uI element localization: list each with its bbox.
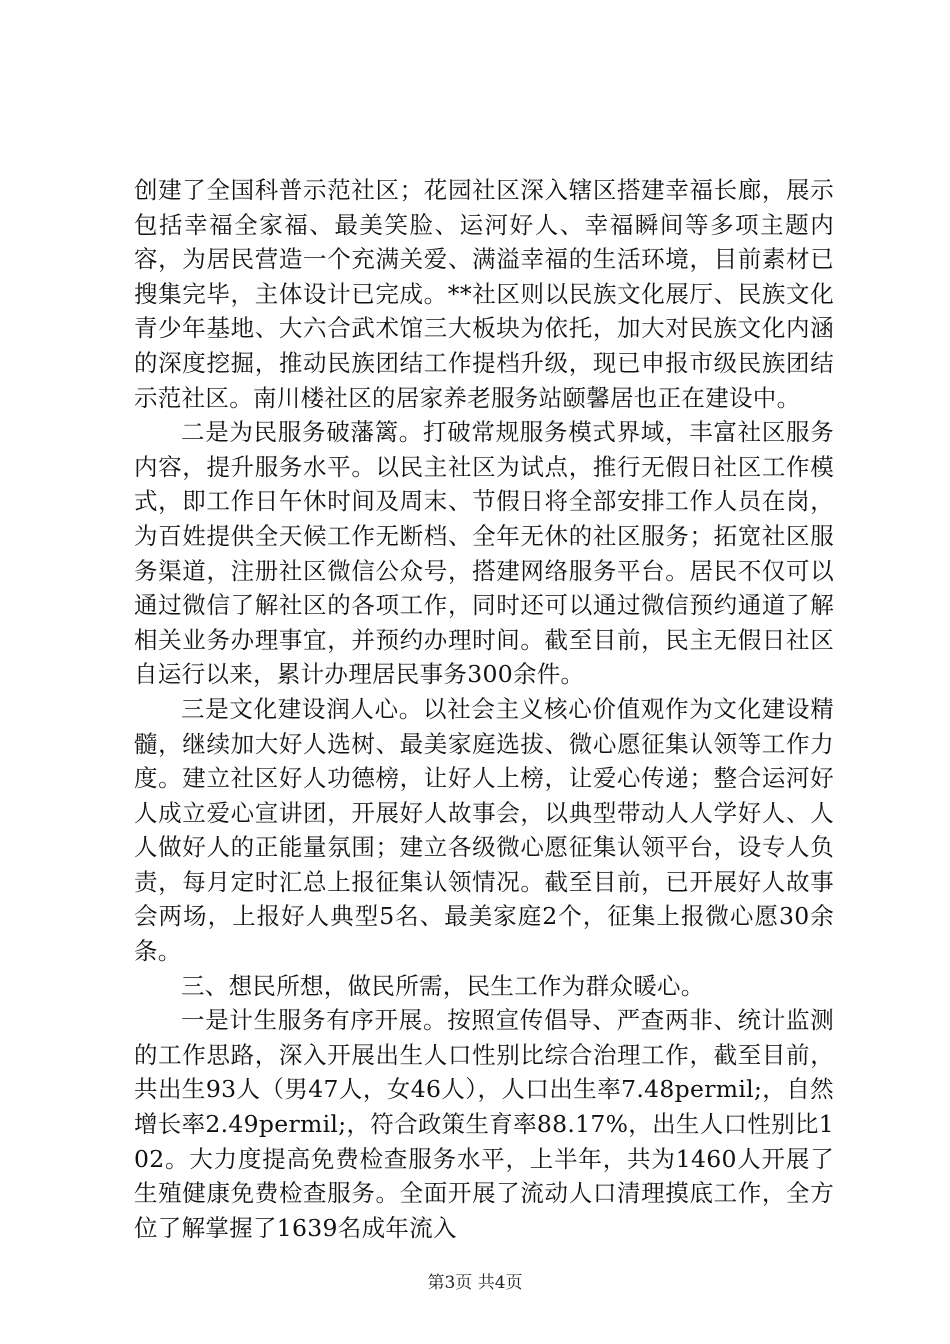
section-heading: 三、想民所想，做民所需，民生工作为群众暖心。 — [181, 971, 705, 1000]
page-number: 第3页 — [427, 1273, 473, 1293]
paragraph-5: 一是计生服务有序开展。按照宣传倡导、严查两非、统计监测的工作思路，深入开展出生人口性别比综合治理工作，截至目前，共出生93人（男47人，女46人），人口出生率7.48permil;，自然增长率2.49permil;，符合政策生育率88.17%，出生人口性别比102。大力度提高免费检查服务水平，上半年，共为1460人开展了生殖健康免费检查服务。全面开展了流动人口清理摸底工作，全方位了解掌握了1639名成年流入 — [134, 1006, 834, 1242]
document-body — [134, 173, 834, 1245]
paragraph-2: 二是为民服务破藩篱。打破常规服务模式界域，丰富社区服务内容，提升服务水平。以民主社区为试点，推行无假日社区工作模式，即工作日午休时间及周末、节假日将全部安排工作人员在岗，为百姓提供全天候工作无断档、全年无休的社区服务；拓宽社区服务渠道，注册社区微信公众号，搭建网络服务平台。居民不仅可以通过微信了解社区的各项工作，同时还可以通过微信预约通道了解相关业务办理事宜，并预约办理时间。截至目前，民主无假日社区自运行以来，累计办理居民事务300余件。 — [134, 418, 834, 689]
paragraph-1: 创建了全国科普示范社区；花园社区深入辖区搭建幸福长廊，展示包括幸福全家福、最美笑脸、运河好人、幸福瞬间等多项主题内容，为居民营造一个充满关爱、满溢幸福的生活环境，目前素材已搜集完毕，主体设计已完成。**社区则以民族文化展厅、民族文化青少年基地、大六合武术馆三大板块为依托，加大对民族文化内涵的深度挖掘，推动民族团结工作提档升级，现已申报市级民族团结示范社区。南川楼社区的居家养老服务站颐馨居也正在建设中。 — [134, 176, 834, 412]
page-total: 共4页 — [477, 1273, 523, 1293]
paragraph-3: 三是文化建设润人心。以社会主义核心价值观作为文化建设精髓，继续加大好人选树、最美家庭选拔、微心愿征集认领等工作力度。建立社区好人功德榜，让好人上榜，让爱心传递；整合运河好人成立爱心宣讲团，开展好人故事会，以典型带动人人学好人、人人做好人的正能量氛围；建立各级微心愿征集认领平台，设专人负责，每月定时汇总上报征集认领情况。截至目前，已开展好人故事会两场，上报好人典型5名、最美家庭2个，征集上报微心愿30余条。 — [134, 694, 834, 966]
page-footer — [0, 1272, 950, 1294]
